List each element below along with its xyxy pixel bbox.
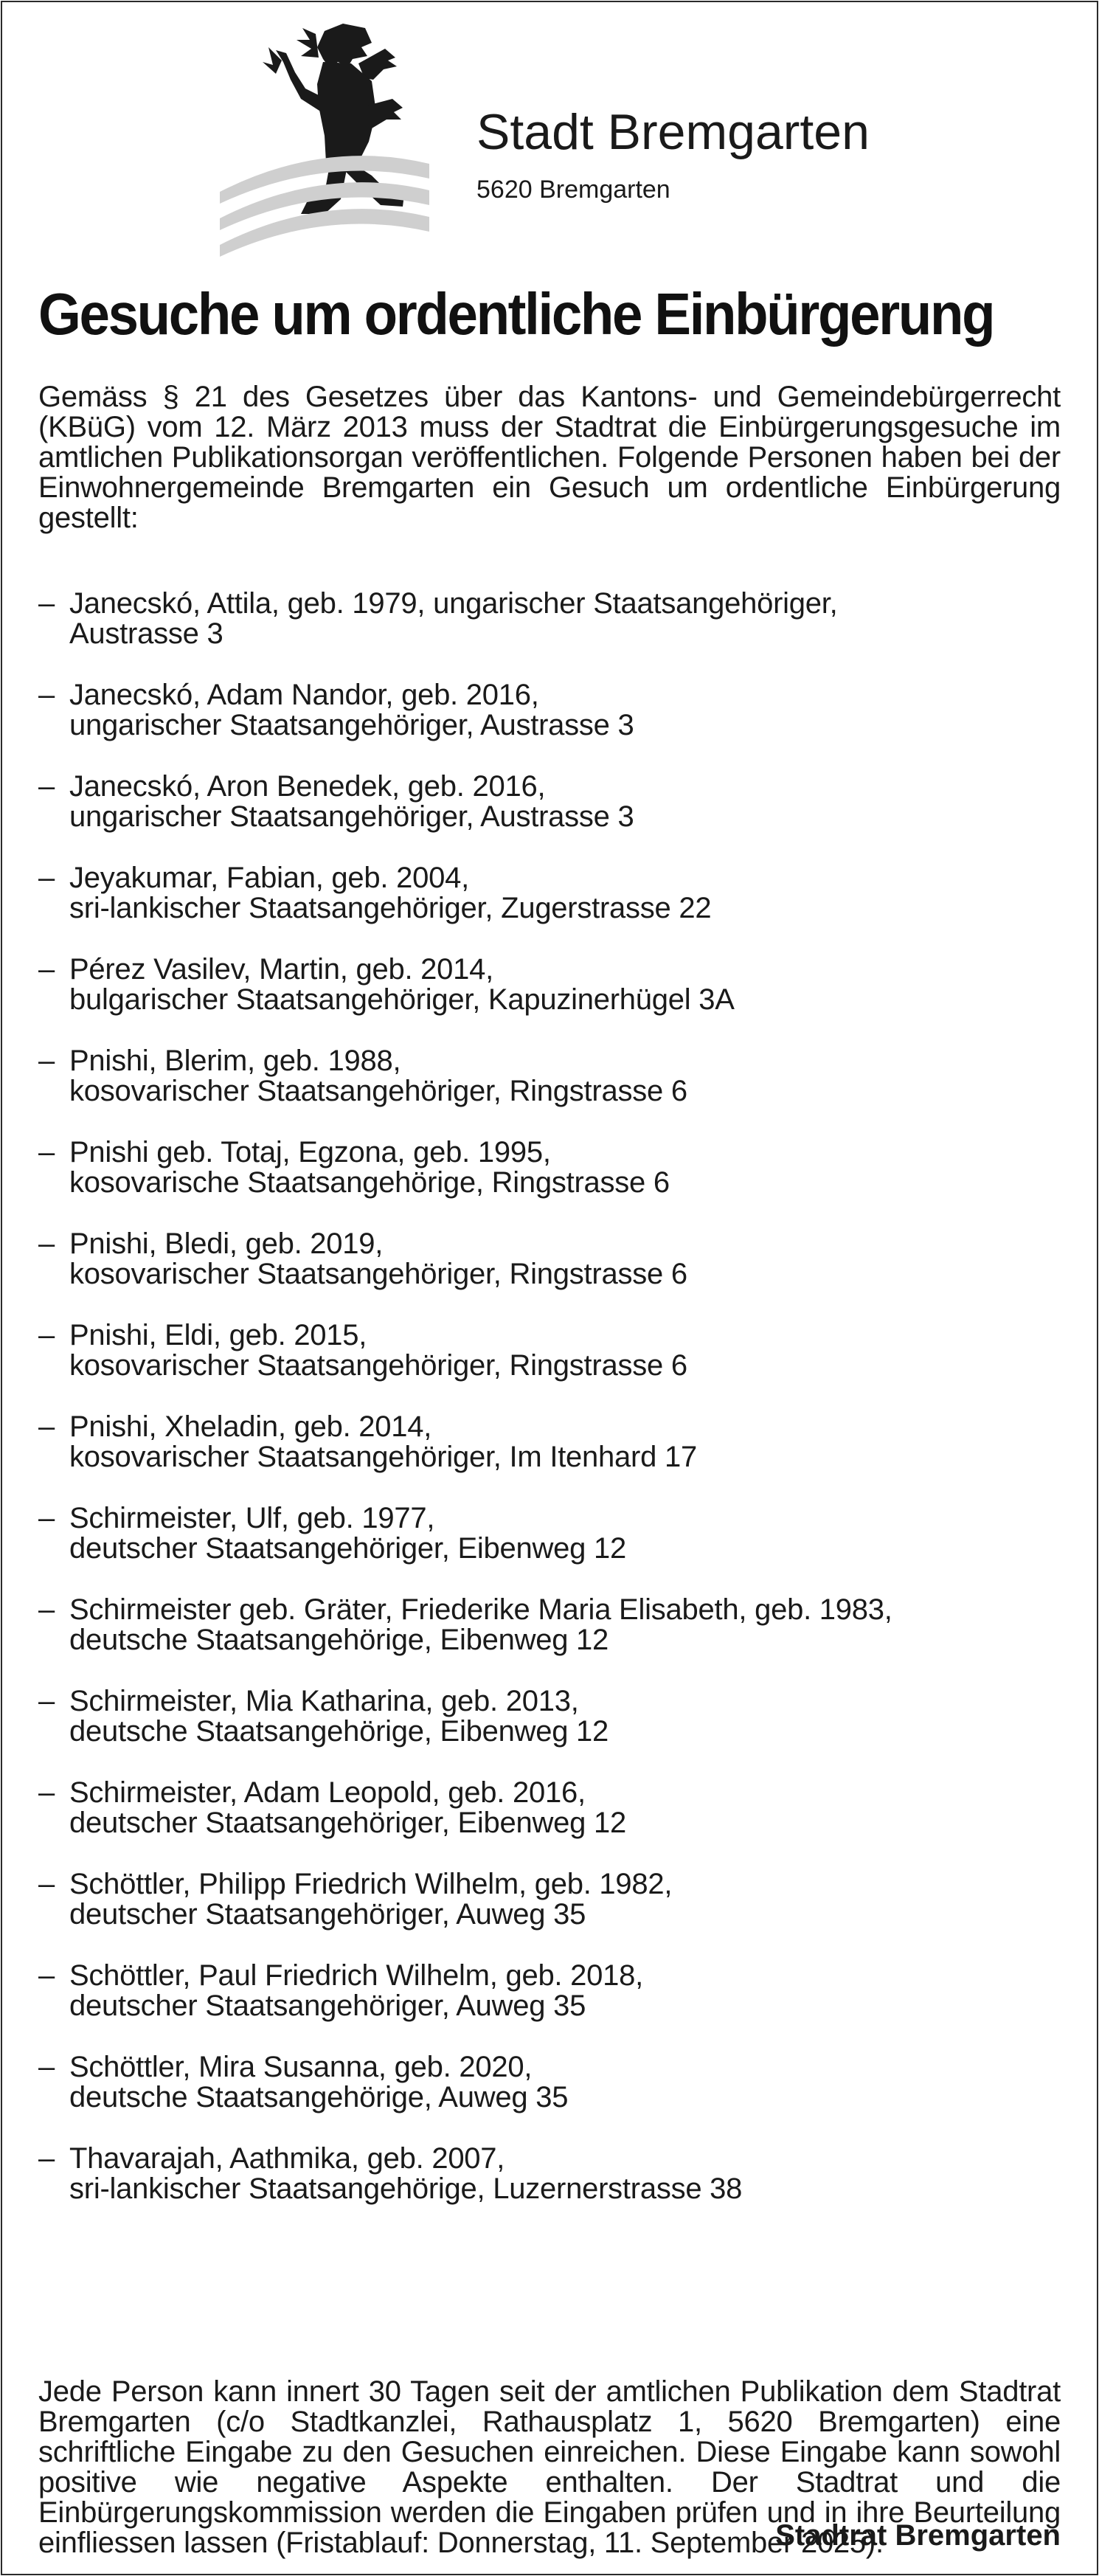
applicant-name-line: Jeyakumar, Fabian, geb. 2004, (69, 862, 469, 894)
applicant-name-line: Thavarajah, Aathmika, geb. 2007, (69, 2142, 505, 2175)
list-dash: – (38, 953, 55, 986)
applicant-details-line: kosovarische Staatsangehörige, Ringstrasse 6 (69, 1166, 670, 1199)
applicant-name-line: Schirmeister geb. Gräter, Friederike Maria Elisabeth, geb. 1983, (69, 1593, 892, 1626)
applicant-entry (69, 1138, 1065, 1198)
list-item (38, 772, 1071, 863)
applicant-name-line: Janecskó, Adam Nandor, geb. 2016, (69, 679, 539, 711)
list-item (38, 1595, 1071, 1686)
list-item (38, 863, 1071, 955)
applicant-details-line: sri-lankischer Staatsangehöriger, Zugerstrasse 22 (69, 892, 712, 924)
applicant-entry (69, 1412, 1065, 1472)
applicant-name-line: Pnishi, Bledi, geb. 2019, (69, 1228, 384, 1260)
signature: Stadtrat Bremgarten (775, 2519, 1061, 2552)
list-dash: – (38, 1685, 55, 1717)
applicant-entry (69, 955, 1065, 1015)
applicant-name-line: Schirmeister, Adam Leopold, geb. 2016, (69, 1776, 586, 1809)
applicant-details-line: ungarischer Staatsangehöriger, Austrasse 3 (69, 800, 634, 833)
applicant-name-line: Schirmeister, Ulf, geb. 1977, (69, 1502, 435, 1534)
list-item (38, 680, 1071, 772)
list-dash: – (38, 2051, 55, 2083)
list-dash: – (38, 1045, 55, 1077)
list-item (38, 1320, 1071, 1412)
applicant-name-line: Pnishi, Blerim, geb. 1988, (69, 1045, 401, 1077)
applicant-details-line: deutscher Staatsangehöriger, Auweg 35 (69, 1898, 586, 1931)
applicant-entry (69, 589, 1065, 649)
applicant-details-line: deutscher Staatsangehöriger, Eibenweg 12 (69, 1807, 626, 1839)
list-dash: – (38, 1959, 55, 1992)
applicant-name-line: Pnishi geb. Totaj, Egzona, geb. 1995, (69, 1136, 551, 1168)
applicant-details-line: kosovarischer Staatsangehöriger, Ringstrasse 6 (69, 1075, 687, 1107)
applicant-entry (69, 1320, 1065, 1381)
applicant-entry (69, 1686, 1065, 1747)
applicant-entry (69, 1595, 1065, 1655)
intro-paragraph: Gemäss § 21 des Gesetzes über das Kantons- und Gemeindebürgerrecht (KBüG) vom 12. März 2013 muss der Stadtrat die Einbürgerungsgesuche im amtlichen Publikationsorgan veröffentlichen. Folgende Personen haben bei der Einwohnergemeinde Bremgarten ein Gesuch um ordentliche Einbürgerung gestellt: (38, 381, 1061, 534)
list-dash: – (38, 587, 55, 620)
applicant-name-line: Schirmeister, Mia Katharina, geb. 2013, (69, 1685, 579, 1717)
list-dash: – (38, 1776, 55, 1809)
applicant-details-line: deutsche Staatsangehörige, Auweg 35 (69, 2081, 569, 2113)
applicant-name-line: Schöttler, Mira Susanna, geb. 2020, (69, 2051, 533, 2083)
list-item (38, 589, 1071, 680)
applicant-entry (69, 1229, 1065, 1289)
closing-paragraph: Jede Person kann innert 30 Tagen seit der amtlichen Publikation dem Stadtrat Bremgarten (c/o Stadtkanzlei, Rathausplatz 1, 5620 Bremgarten) eine schriftliche Eingabe zu den Gesuchen einreichen. Diese Eingabe kann sowohl positive wie negative Aspekte enthalten. Der Stadtrat und die Einbürgerungskommission werden die Eingaben prüfen und in ihre Beurteilung einfliessen lassen (Fristablauf: Donnerstag, 11. September 2025). (38, 2375, 1061, 2559)
town-name: Stadt Bremgarten (476, 104, 870, 160)
applicant-name-line: Pérez Vasilev, Martin, geb. 2014, (69, 953, 494, 986)
applicant-details-line: bulgarischer Staatsangehöriger, Kapuzinerhügel 3A (69, 983, 735, 1016)
list-dash: – (38, 679, 55, 711)
applicant-details-line: Austrasse 3 (69, 617, 223, 650)
applicant-details-line: deutsche Staatsangehörige, Eibenweg 12 (69, 1624, 609, 1656)
list-dash: – (38, 1593, 55, 1626)
list-item (38, 1686, 1071, 1778)
lion-coat-of-arms-icon (214, 18, 450, 272)
applicant-entry (69, 863, 1065, 924)
list-dash: – (38, 1136, 55, 1168)
applicant-details-line: kosovarischer Staatsangehöriger, Ringstrasse 6 (69, 1349, 687, 1382)
applicant-entry (69, 1961, 1065, 2021)
list-item (38, 1229, 1071, 1320)
list-dash: – (38, 1319, 55, 1351)
applicant-name-line: Schöttler, Philipp Friedrich Wilhelm, geb. 1982, (69, 1868, 673, 1900)
applicant-entry (69, 1046, 1065, 1107)
applicant-entry (69, 1869, 1065, 1930)
list-item (38, 1961, 1071, 2052)
applicant-entry (69, 2144, 1065, 2204)
notice-title: Gesuche um ordentliche Einbürgerung (38, 281, 994, 347)
list-item (38, 1869, 1071, 1961)
applicant-list (38, 589, 1071, 2235)
applicant-details-line: deutscher Staatsangehöriger, Eibenweg 12 (69, 1532, 626, 1565)
town-address: 5620 Bremgarten (476, 176, 670, 204)
list-item (38, 955, 1071, 1046)
applicant-entry (69, 1778, 1065, 1838)
list-item (38, 1503, 1071, 1595)
list-dash: – (38, 1228, 55, 1260)
applicant-details-line: sri-lankischer Staatsangehörige, Luzernerstrasse 38 (69, 2172, 743, 2205)
list-dash: – (38, 770, 55, 803)
list-item (38, 1778, 1071, 1869)
applicant-entry (69, 1503, 1065, 1564)
list-dash: – (38, 2142, 55, 2175)
list-dash: – (38, 1502, 55, 1534)
applicant-name-line: Pnishi, Eldi, geb. 2015, (69, 1319, 367, 1351)
list-item (38, 1046, 1071, 1138)
applicant-entry (69, 772, 1065, 832)
list-item (38, 2144, 1071, 2235)
applicant-name-line: Schöttler, Paul Friedrich Wilhelm, geb. 2018, (69, 1959, 644, 1992)
list-item (38, 1138, 1071, 1229)
applicant-entry (69, 680, 1065, 741)
applicant-details-line: deutscher Staatsangehöriger, Auweg 35 (69, 1990, 586, 2022)
applicant-name-line: Janecskó, Attila, geb. 1979, ungarischer Staatsangehöriger, (69, 587, 838, 620)
applicant-name-line: Pnishi, Xheladin, geb. 2014, (69, 1410, 432, 1443)
applicant-entry (69, 2052, 1065, 2113)
applicant-details-line: kosovarischer Staatsangehöriger, Im Itenhard 17 (69, 1441, 697, 1473)
applicant-name-line: Janecskó, Aron Benedek, geb. 2016, (69, 770, 546, 803)
list-dash: – (38, 1410, 55, 1443)
list-dash: – (38, 1868, 55, 1900)
list-dash: – (38, 862, 55, 894)
applicant-details-line: ungarischer Staatsangehöriger, Austrasse 3 (69, 709, 634, 741)
applicant-details-line: kosovarischer Staatsangehöriger, Ringstrasse 6 (69, 1258, 687, 1290)
list-item (38, 2052, 1071, 2144)
list-item (38, 1412, 1071, 1503)
applicant-details-line: deutsche Staatsangehörige, Eibenweg 12 (69, 1715, 609, 1748)
